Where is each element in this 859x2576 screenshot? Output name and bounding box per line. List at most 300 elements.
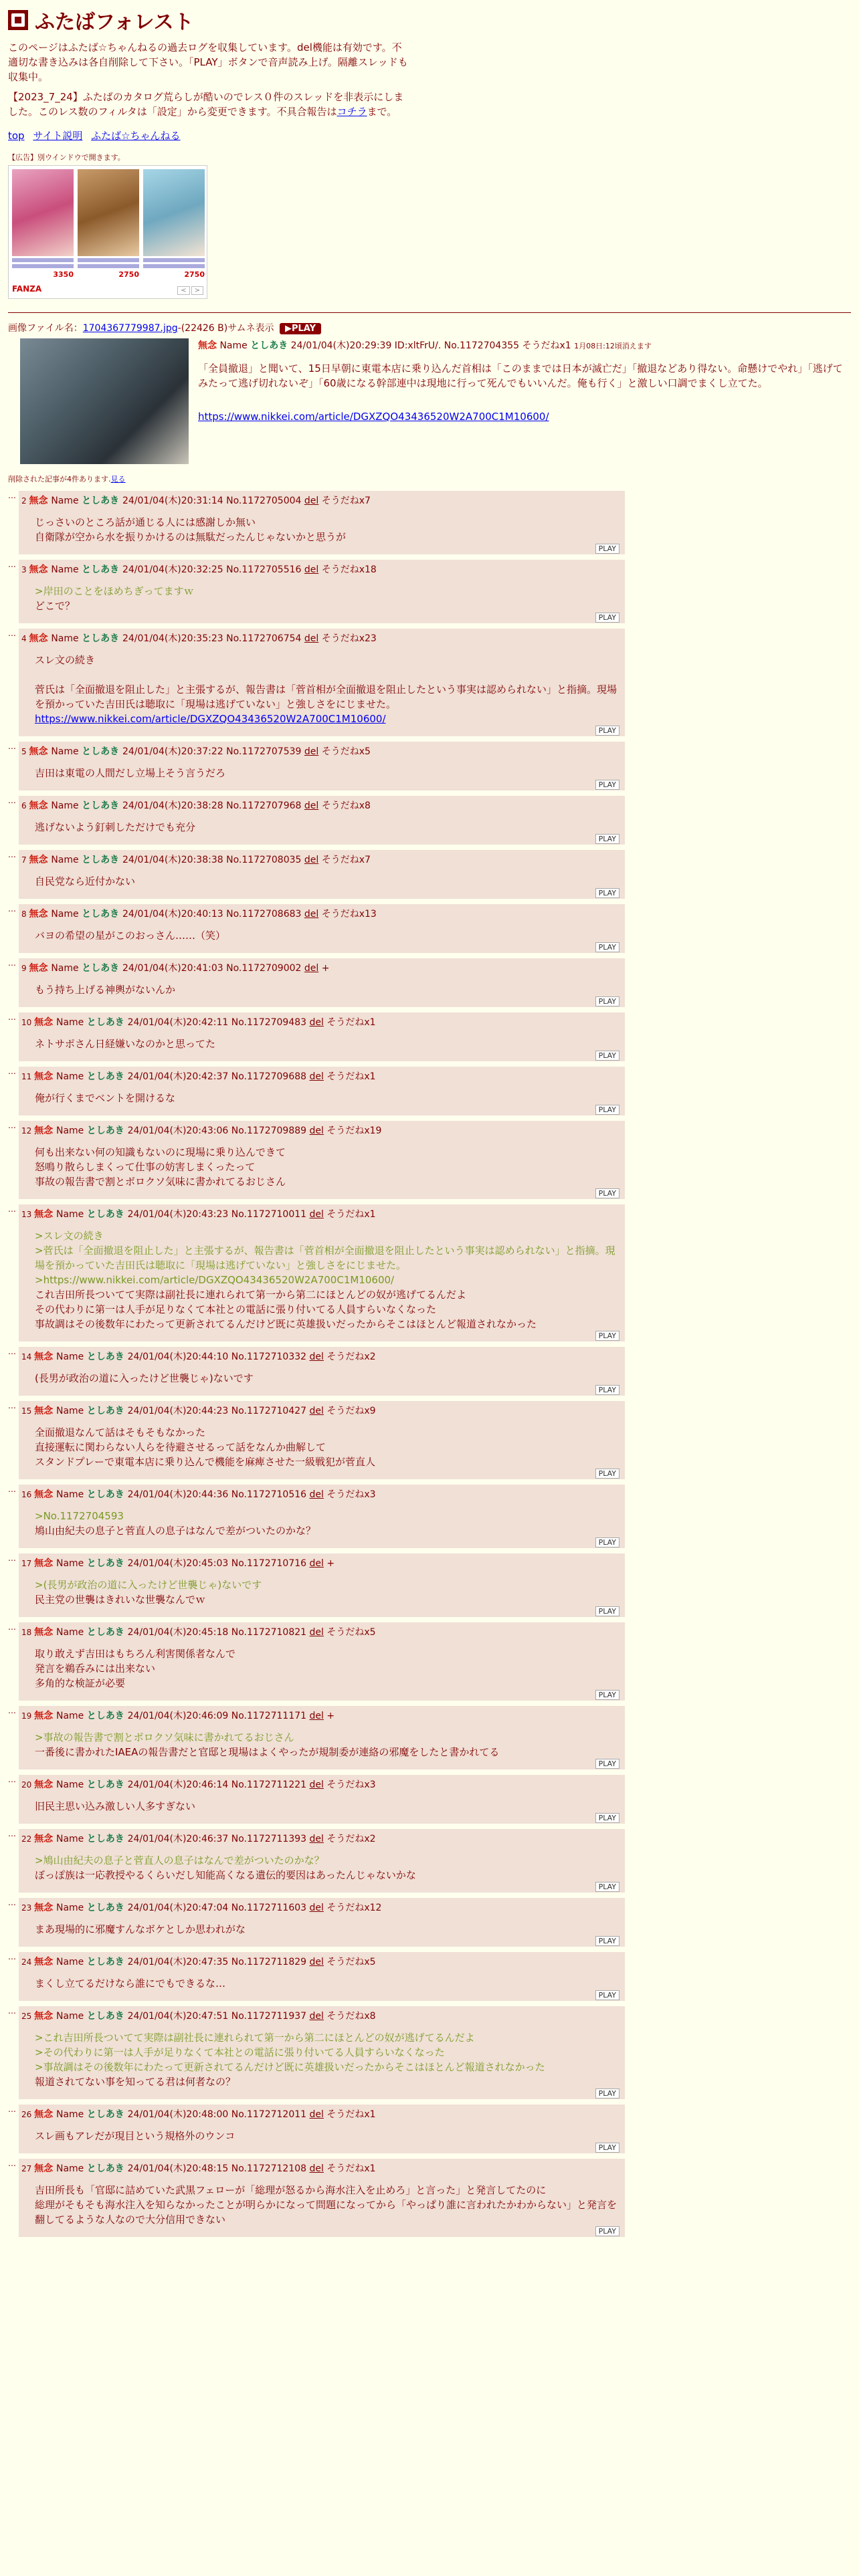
reply-datetime: 24/01/04(木)20:45:03 No.1172710716 bbox=[127, 1558, 310, 1569]
reply-row bbox=[8, 1347, 851, 1396]
play-button[interactable]: PLAY bbox=[595, 544, 619, 554]
reply-meta bbox=[21, 1404, 619, 1417]
reply-post bbox=[19, 904, 625, 953]
ad-item[interactable] bbox=[12, 169, 74, 279]
play-button[interactable]: PLAY bbox=[595, 1990, 619, 2000]
reply-subject: 無念 bbox=[34, 1017, 56, 1028]
reply-play bbox=[21, 1607, 619, 1616]
ad-image[interactable] bbox=[78, 169, 139, 256]
divider bbox=[8, 312, 851, 313]
ad-prev-icon[interactable]: < bbox=[177, 286, 189, 295]
reply-name-label: Name bbox=[56, 1352, 87, 1362]
reply-meta bbox=[21, 562, 619, 576]
reply-message bbox=[21, 1845, 619, 1883]
message-line: 吉田所長も「官邸に詰めていた武黒フェローが「総理が怒るから海水注入を止めろ」と言った」と発言してたのに bbox=[35, 2184, 547, 2196]
reply-datetime: 24/01/04(木)20:32:25 No.1172705516 bbox=[122, 564, 304, 575]
quote-line: >https://www.nikkei.com/article/DGXZQO43436520W2A700C1M10600/ bbox=[35, 1274, 395, 1286]
sodane-button[interactable]: + bbox=[326, 1558, 335, 1569]
op-message: 「全員撤退」と聞いて、15日早朝に東電本店に乗り込んだ首相は「このままでは日本が滅亡だ」「撤退などあり得ない。命懸けでやれ」「逃げてみたって逃げ切れないぞ」「60歳になる幹部連中は現地に行って死んでもいいんだ。俺も行く」と激しい口調でまくし立てた。 bbox=[198, 362, 843, 389]
reply-post bbox=[19, 742, 625, 790]
reply-meta bbox=[21, 2107, 619, 2121]
reply-name: としあき bbox=[86, 1489, 128, 1500]
reply-name: としあき bbox=[82, 564, 122, 575]
play-button[interactable]: PLAY bbox=[595, 942, 619, 952]
reply-row bbox=[8, 850, 851, 899]
reply-number: 27 bbox=[21, 2164, 35, 2173]
message-line: 鳩山由紀夫の息子と菅直人の息子はなんで差がついたのかな？ bbox=[35, 1525, 316, 1537]
quote-line: >これ吉田所長ついてて実際は副社長に連れられて第一から第二にほとんどの奴が逃げてるんだよ bbox=[35, 2032, 475, 2044]
sodane-button[interactable]: そうだねx18 bbox=[321, 564, 377, 575]
reply-name-label: Name bbox=[56, 1125, 87, 1136]
bug-report-link[interactable]: コチラ bbox=[337, 106, 367, 118]
ad-logo[interactable]: FANZA bbox=[12, 284, 42, 294]
sodane-button[interactable]: そうだねx13 bbox=[321, 909, 377, 920]
sodane-button[interactable]: そうだねx7 bbox=[321, 855, 371, 865]
sodane-button[interactable]: そうだねx5 bbox=[326, 1957, 376, 1967]
message-line: ネトサポさん日経嫌いなのかと思ってた bbox=[35, 1038, 216, 1050]
show-deleted-link[interactable]: 見る bbox=[110, 475, 126, 484]
del-link[interactable]: del bbox=[309, 1558, 324, 1569]
reply-name-label: Name bbox=[56, 1406, 87, 1416]
reply-row bbox=[8, 1401, 851, 1479]
notice-text bbox=[8, 90, 409, 119]
reply-subject: 無念 bbox=[34, 1903, 56, 1913]
del-link[interactable]: del bbox=[309, 1834, 324, 1844]
reply-dots-icon: … bbox=[8, 1829, 16, 1838]
del-link[interactable]: del bbox=[304, 963, 319, 974]
reply-post bbox=[19, 1067, 625, 1115]
play-button[interactable]: PLAY bbox=[595, 888, 619, 898]
reply-name-label: Name bbox=[51, 800, 82, 811]
reply-name-label: Name bbox=[51, 746, 82, 757]
reply-meta bbox=[21, 1487, 619, 1501]
reply-meta bbox=[21, 1069, 619, 1083]
reply-play bbox=[21, 943, 619, 952]
reply-number: 15 bbox=[21, 1406, 35, 1416]
message-line: 俺が行くまでベントを開けるな bbox=[35, 1092, 176, 1104]
reply-datetime: 24/01/04(木)20:43:06 No.1172709889 bbox=[127, 1125, 310, 1136]
reply-datetime: 24/01/04(木)20:40:13 No.1172708683 bbox=[122, 909, 304, 920]
message-line: 旧民主思い込み激しい人多すぎない bbox=[35, 1800, 196, 1812]
reply-message bbox=[21, 1083, 619, 1105]
del-link[interactable]: del bbox=[309, 1957, 324, 1967]
reply-dots-icon: … bbox=[8, 1775, 16, 1784]
message-line: 怒鳴り散らしまくって仕事の妨害しまくったって bbox=[35, 1161, 256, 1173]
del-link[interactable]: del bbox=[304, 746, 319, 757]
reply-dots-icon: … bbox=[8, 958, 16, 968]
op-play-button[interactable]: ▶PLAY bbox=[280, 323, 321, 334]
reply-post bbox=[19, 1952, 625, 2001]
reply-row bbox=[8, 1898, 851, 1947]
reply-post bbox=[19, 629, 625, 736]
reply-message bbox=[21, 758, 619, 780]
play-button[interactable]: PLAY bbox=[595, 2226, 619, 2236]
reply-name: としあき bbox=[82, 746, 122, 757]
reply-play bbox=[21, 544, 619, 553]
notice-pre: 【2023_7_24】ふたばのカタログ荒らしが酷いのでレス０件のスレッドを非表示にしました。このレス数のフィルタは「設定」から変更できます。不具合報告は bbox=[8, 91, 404, 118]
reply-datetime: 24/01/04(木)20:44:23 No.1172710427 bbox=[127, 1406, 310, 1416]
reply-message bbox=[21, 2022, 619, 2089]
ad-caption: 【広告】別ウインドウで開きます。 bbox=[8, 153, 125, 162]
reply-name: としあき bbox=[86, 1352, 128, 1362]
reply-post bbox=[19, 850, 625, 899]
op-meta bbox=[198, 338, 851, 352]
message-line: 何も出来ない何の知識もないのに現場に乗り込んできて bbox=[35, 1146, 286, 1158]
play-button[interactable]: PLAY bbox=[595, 1813, 619, 1823]
reply-row bbox=[8, 491, 851, 554]
sodane-button[interactable]: そうだねx1 bbox=[326, 2109, 376, 2120]
reply-datetime: 24/01/04(木)20:44:10 No.1172710332 bbox=[127, 1352, 310, 1362]
reply-post bbox=[19, 1829, 625, 1893]
sodane-button[interactable]: そうだねx3 bbox=[326, 1780, 376, 1790]
reply-name-label: Name bbox=[51, 564, 82, 575]
reply-meta bbox=[21, 1625, 619, 1638]
reply-dots-icon: … bbox=[8, 1952, 16, 1961]
message-line: 報道されてない事を知ってる君は何者なの？ bbox=[35, 2076, 236, 2088]
message-line: 逃げないよう釘刺しただけでも充分 bbox=[35, 821, 196, 833]
ad-price: 3350 bbox=[53, 270, 74, 279]
play-button[interactable]: PLAY bbox=[595, 1690, 619, 1700]
reply-dots-icon: … bbox=[8, 1485, 16, 1494]
ad-next-icon[interactable]: > bbox=[191, 286, 203, 295]
reply-name-label: Name bbox=[51, 496, 82, 506]
del-link[interactable]: del bbox=[304, 909, 319, 920]
sodane-button[interactable]: そうだねx8 bbox=[326, 2011, 376, 2022]
del-link[interactable]: del bbox=[309, 1125, 324, 1136]
del-link[interactable]: del bbox=[309, 1489, 324, 1500]
del-link[interactable]: del bbox=[309, 1903, 324, 1913]
del-link[interactable]: del bbox=[304, 633, 319, 644]
nav-top-link[interactable]: top bbox=[8, 130, 25, 142]
reply-message bbox=[21, 645, 619, 726]
reply-datetime: 24/01/04(木)20:31:14 No.1172705004 bbox=[122, 496, 304, 506]
sodane-button[interactable]: そうだねx1 bbox=[326, 2163, 376, 2174]
reply-dots-icon: … bbox=[8, 1347, 16, 1356]
site-title[interactable]: ふたばフォレスト bbox=[35, 11, 194, 34]
play-button[interactable]: PLAY bbox=[595, 1759, 619, 1769]
ad-image[interactable] bbox=[12, 169, 74, 256]
reply-play bbox=[21, 1883, 619, 1891]
play-button[interactable]: PLAY bbox=[595, 1936, 619, 1946]
sodane-button[interactable]: そうだねx3 bbox=[326, 1489, 376, 1500]
reply-message bbox=[21, 1638, 619, 1691]
reply-play bbox=[21, 1469, 619, 1478]
reply-dots-icon: … bbox=[8, 629, 16, 638]
ad-image[interactable] bbox=[143, 169, 205, 256]
del-link[interactable]: del bbox=[309, 1711, 324, 1721]
message-line: 自衛隊が空から水を振りかけるのは無駄だったんじゃないかと思うが bbox=[35, 531, 347, 543]
reply-post bbox=[19, 1121, 625, 1199]
del-link[interactable]: del bbox=[309, 2109, 324, 2120]
reply-datetime: 24/01/04(木)20:47:51 No.1172711937 bbox=[127, 2011, 310, 2022]
reply-play bbox=[21, 726, 619, 735]
reply-row bbox=[8, 1204, 851, 1341]
reply-subject: 無念 bbox=[34, 1780, 56, 1790]
sodane-button[interactable]: そうだねx1 bbox=[326, 1071, 376, 1082]
del-link[interactable]: del bbox=[309, 2163, 324, 2174]
message-line: どこで？ bbox=[35, 600, 76, 612]
sodane-button[interactable]: そうだねx1 bbox=[326, 1017, 376, 1028]
play-button[interactable]: PLAY bbox=[595, 2088, 619, 2099]
del-link[interactable]: del bbox=[304, 564, 319, 575]
reply-play bbox=[21, 2089, 619, 2098]
reply-meta bbox=[21, 853, 619, 866]
reply-subject: 無念 bbox=[29, 564, 52, 575]
sodane-button[interactable]: そうだねx2 bbox=[326, 1352, 376, 1362]
message-line: 事故の報告書で割とボロクソ気味に書かれてるおじさん bbox=[35, 1176, 286, 1188]
site-logo-icon[interactable] bbox=[8, 10, 28, 30]
reply-datetime: 24/01/04(木)20:47:04 No.1172711603 bbox=[127, 1903, 310, 1913]
ad-item[interactable] bbox=[143, 169, 205, 279]
reply-number: 12 bbox=[21, 1126, 35, 1136]
reply-dots-icon: … bbox=[8, 850, 16, 859]
reply-subject: 無念 bbox=[34, 1352, 56, 1362]
del-link[interactable]: del bbox=[309, 1071, 324, 1082]
ad-banner[interactable] bbox=[8, 165, 207, 299]
ad-price: 2750 bbox=[118, 270, 139, 279]
sodane-button[interactable]: そうだねx23 bbox=[321, 633, 377, 644]
op-sodane[interactable]: そうだねx1 bbox=[522, 340, 571, 351]
op-name-label: Name bbox=[219, 340, 248, 351]
reply-number: 23 bbox=[21, 1903, 35, 1913]
reply-name-label: Name bbox=[56, 1834, 87, 1844]
play-button[interactable]: PLAY bbox=[595, 834, 619, 844]
reply-message bbox=[21, 1137, 619, 1189]
reply-name-label: Name bbox=[56, 2011, 87, 2022]
op-file-line bbox=[8, 321, 851, 334]
reply-subject: 無念 bbox=[29, 496, 52, 506]
reply-meta bbox=[21, 798, 619, 812]
reply-row bbox=[8, 1485, 851, 1548]
reply-number: 5 bbox=[21, 747, 29, 756]
reply-subject: 無念 bbox=[34, 1627, 56, 1638]
reply-name-label: Name bbox=[51, 963, 82, 974]
reply-play bbox=[21, 835, 619, 843]
sodane-button[interactable]: そうだねx1 bbox=[326, 1209, 376, 1220]
message-line: スレ画もアレだが現目という規格外のウンコ bbox=[35, 2130, 235, 2142]
play-button[interactable]: PLAY bbox=[595, 1105, 619, 1115]
reply-datetime: 24/01/04(木)20:48:00 No.1172712011 bbox=[127, 2109, 310, 2120]
del-link[interactable]: del bbox=[304, 496, 319, 506]
quote-line: >(長男が政治の道に入ったけど世襲じゃ)ないです bbox=[35, 1579, 262, 1591]
op-file-link[interactable]: 1704367779987.jpg bbox=[82, 323, 178, 334]
reply-post bbox=[19, 1622, 625, 1701]
reply-message bbox=[21, 1968, 619, 1991]
reply-row bbox=[8, 1067, 851, 1115]
del-link[interactable]: del bbox=[309, 1352, 324, 1362]
del-link[interactable]: del bbox=[309, 1209, 324, 1220]
play-button[interactable]: PLAY bbox=[595, 1385, 619, 1395]
reply-play bbox=[21, 1331, 619, 1340]
reply-play bbox=[21, 1386, 619, 1394]
reply-list bbox=[8, 491, 851, 2237]
reply-subject: 無念 bbox=[29, 800, 52, 811]
play-button[interactable]: PLAY bbox=[595, 1537, 619, 1547]
reply-message bbox=[21, 2121, 619, 2143]
message-line: スタンドプレーで東電本店に乗り込んで機能を麻痺させた一級戦犯が菅直人 bbox=[35, 1456, 375, 1468]
del-link[interactable]: del bbox=[304, 800, 319, 811]
reply-message bbox=[21, 1363, 619, 1386]
reply-play bbox=[21, 1189, 619, 1198]
sodane-button[interactable]: そうだねx2 bbox=[326, 1834, 376, 1844]
ad-item[interactable] bbox=[78, 169, 139, 279]
reply-number: 7 bbox=[21, 855, 29, 865]
ad-price: 2750 bbox=[184, 270, 205, 279]
play-button[interactable]: PLAY bbox=[595, 1469, 619, 1479]
play-button[interactable]: PLAY bbox=[595, 1188, 619, 1198]
reply-subject: 無念 bbox=[29, 633, 52, 644]
message-line: その代わりに第一は人手が足りなくて本社との電話に張り付いてる人員すらいなくなった bbox=[35, 1303, 437, 1315]
reply-row bbox=[8, 629, 851, 736]
sodane-button[interactable]: そうだねx9 bbox=[326, 1406, 376, 1416]
reply-message bbox=[21, 920, 619, 943]
reply-post bbox=[19, 1401, 625, 1479]
reply-number: 11 bbox=[21, 1072, 35, 1081]
play-button[interactable]: PLAY bbox=[595, 1331, 619, 1341]
nav-futaba-link[interactable]: ふたば☆ちゃんねる bbox=[91, 130, 181, 142]
deleted-note bbox=[8, 473, 851, 484]
reply-meta bbox=[21, 1556, 619, 1570]
reply-meta bbox=[21, 631, 619, 645]
reply-meta bbox=[21, 1832, 619, 1845]
reply-name: としあき bbox=[86, 1834, 128, 1844]
reply-number: 4 bbox=[21, 634, 29, 643]
del-link[interactable]: del bbox=[309, 2011, 324, 2022]
reply-message bbox=[21, 866, 619, 889]
reply-number: 6 bbox=[21, 801, 29, 811]
reply-name-label: Name bbox=[56, 1071, 87, 1082]
reply-dots-icon: … bbox=[8, 796, 16, 805]
play-button[interactable]: PLAY bbox=[595, 1051, 619, 1061]
reply-post bbox=[19, 1347, 625, 1396]
op-thumbnail[interactable] bbox=[20, 338, 189, 464]
nav-about-link[interactable]: サイト説明 bbox=[33, 130, 83, 142]
play-button[interactable]: PLAY bbox=[595, 613, 619, 623]
sodane-button[interactable]: そうだねx5 bbox=[321, 746, 371, 757]
reply-subject: 無念 bbox=[34, 2109, 56, 2120]
op-post bbox=[8, 321, 851, 464]
play-button[interactable]: PLAY bbox=[595, 2143, 619, 2153]
reply-name: としあき bbox=[86, 1017, 128, 1028]
op-link[interactable]: https://www.nikkei.com/article/DGXZQO43436520W2A700C1M10600/ bbox=[198, 411, 549, 423]
reply-name: としあき bbox=[86, 1627, 128, 1638]
reply-name: としあき bbox=[86, 2163, 128, 2174]
reply-post bbox=[19, 1706, 625, 1769]
play-button[interactable]: PLAY bbox=[595, 996, 619, 1006]
reply-link[interactable]: https://www.nikkei.com/article/DGXZQO43436520W2A700C1M10600/ bbox=[35, 713, 386, 725]
reply-row bbox=[8, 560, 851, 623]
message-line: まくし立てるだけなら誰にでもできるな… bbox=[35, 1977, 226, 1990]
reply-message bbox=[21, 1417, 619, 1469]
reply-meta bbox=[21, 1015, 619, 1029]
reply-number: 24 bbox=[21, 1957, 35, 1967]
message-line: 発言を鵜呑みには出来ない bbox=[35, 1662, 156, 1675]
reply-subject: 無念 bbox=[29, 963, 52, 974]
reply-message bbox=[21, 507, 619, 544]
del-link[interactable]: del bbox=[309, 1780, 324, 1790]
ad-nav[interactable] bbox=[176, 283, 203, 295]
play-button[interactable]: PLAY bbox=[595, 1606, 619, 1616]
reply-row bbox=[8, 1706, 851, 1769]
reply-post bbox=[19, 796, 625, 845]
play-button[interactable]: PLAY bbox=[595, 1882, 619, 1892]
reply-number: 26 bbox=[21, 2110, 35, 2119]
sodane-button[interactable]: + bbox=[321, 963, 330, 974]
reply-subject: 無念 bbox=[34, 1957, 56, 1967]
del-link[interactable]: del bbox=[309, 1017, 324, 1028]
reply-play bbox=[21, 1814, 619, 1822]
sodane-button[interactable]: そうだねx7 bbox=[321, 496, 371, 506]
reply-datetime: 24/01/04(木)20:46:09 No.1172711171 bbox=[127, 1711, 310, 1721]
reply-name: としあき bbox=[82, 496, 122, 506]
reply-row bbox=[8, 796, 851, 845]
del-link[interactable]: del bbox=[304, 855, 319, 865]
sodane-button[interactable]: そうだねx12 bbox=[326, 1903, 382, 1913]
reply-meta bbox=[21, 1709, 619, 1722]
reply-message bbox=[21, 974, 619, 997]
reply-meta bbox=[21, 907, 619, 920]
message-line: 総理がそもそも海水注入を知らなかったことが明らかになって問題になってから「やっぱり誰に言われたかわからない」と発言を翻してるような人なので大分信用できない bbox=[35, 2199, 617, 2226]
reply-number: 25 bbox=[21, 2012, 35, 2021]
reply-row bbox=[8, 904, 851, 953]
sodane-button[interactable]: そうだねx5 bbox=[326, 1627, 376, 1638]
reply-message bbox=[21, 812, 619, 835]
message-line: 全面撤退なんて話はそもそもなかった bbox=[35, 1426, 206, 1438]
message-line bbox=[35, 667, 619, 682]
reply-play bbox=[21, 613, 619, 622]
reply-message bbox=[21, 1722, 619, 1759]
reply-meta bbox=[21, 1901, 619, 1914]
sodane-button[interactable]: そうだねx8 bbox=[321, 800, 371, 811]
message-line: もう持ち上げる神輿がないんか bbox=[35, 984, 176, 996]
reply-post bbox=[19, 1898, 625, 1947]
reply-number: 14 bbox=[21, 1352, 35, 1362]
message-line: 自民党なら近付かない bbox=[35, 875, 136, 887]
play-button[interactable]: PLAY bbox=[595, 726, 619, 736]
reply-name: としあき bbox=[86, 2109, 128, 2120]
del-link[interactable]: del bbox=[309, 1406, 324, 1416]
reply-number: 13 bbox=[21, 1210, 35, 1219]
reply-dots-icon: … bbox=[8, 1121, 16, 1130]
reply-name: としあき bbox=[82, 855, 122, 865]
sodane-button[interactable]: + bbox=[326, 1711, 335, 1721]
reply-name-label: Name bbox=[56, 1489, 87, 1500]
reply-row bbox=[8, 1952, 851, 2001]
reply-dots-icon: … bbox=[8, 1012, 16, 1022]
reply-name-label: Name bbox=[56, 1957, 87, 1967]
reply-dots-icon: … bbox=[8, 1204, 16, 1214]
reply-play bbox=[21, 889, 619, 897]
message-line: 取り敢えず吉田はもちろん利害関係者なんで bbox=[35, 1648, 236, 1660]
message-line: (長男が政治の道に入ったけど世襲じゃ)ないです bbox=[35, 1372, 254, 1384]
reply-name-label: Name bbox=[51, 855, 82, 865]
reply-post bbox=[19, 958, 625, 1007]
reply-message bbox=[21, 1029, 619, 1051]
reply-meta bbox=[21, 961, 619, 974]
reply-name-label: Name bbox=[56, 1711, 87, 1721]
reply-play bbox=[21, 1691, 619, 1699]
quote-line: >鳩山由紀夫の息子と菅直人の息子はなんで差がついたのかな？ bbox=[35, 1854, 324, 1866]
play-button[interactable]: PLAY bbox=[595, 780, 619, 790]
sodane-button[interactable]: そうだねx19 bbox=[326, 1125, 382, 1136]
reply-post bbox=[19, 2105, 625, 2153]
reply-name: としあき bbox=[86, 1209, 128, 1220]
reply-subject: 無念 bbox=[34, 1071, 56, 1082]
reply-name: としあき bbox=[86, 1903, 128, 1913]
reply-post bbox=[19, 560, 625, 623]
del-link[interactable]: del bbox=[309, 1627, 324, 1638]
quote-line: >菅氏は「全面撤退を阻止した」と主張するが、報告書は「菅首相が全面撤退を阻止したという事実は認められない」と指摘。現場を預かっていた吉田氏は聴取に「現場は逃げていない」と強しさをにじませた。 bbox=[35, 1245, 615, 1271]
